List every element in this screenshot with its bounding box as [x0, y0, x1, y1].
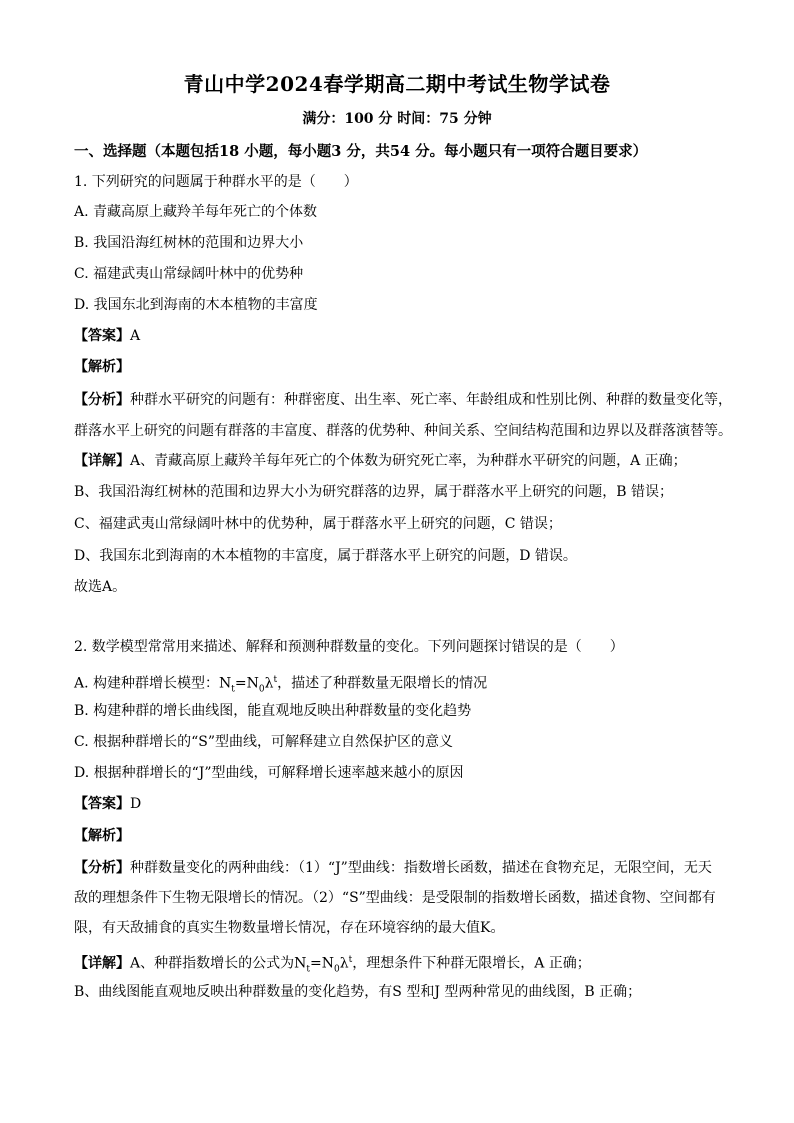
q2-option-c: C. 根据种群增长的“S”型曲线，可解释建立自然保护区的意义 — [74, 734, 454, 750]
q2-analysis-tag: 【解析】 — [74, 828, 130, 844]
q2-option-d: D. 根据种群增长的“J”型曲线，可解释增长速率越来越小的原因 — [74, 765, 464, 781]
q1-fenxi-2: 群落水平上研究的问题有群落的丰富度、群落的优势种、种间关系、空间结构范围和边界以及群落演替等。 — [74, 423, 732, 439]
section-heading: 一、选择题（本题包括18 小题，每小题3 分，共54 分。每小题只有一项符合题目要求） — [74, 143, 648, 160]
q1-option-b: B. 我国沿海红树林的范围和边界大小 — [74, 235, 304, 251]
q2-option-a: A. 构建种群增长模型：$N_t=N_0\lambda^t$，描述了种群数量无限增长的情况 — [74, 675, 488, 695]
q2-stem: 2. 数学模型常常用来描述、解释和预测种群数量的变化。下列问题探讨错误的是（ ） — [74, 639, 624, 655]
q2-detail-b: B、曲线图能直观地反映出种群数量的变化趋势，有S 型和J 型两种常见的曲线图，B 正确； — [74, 984, 642, 1000]
fenxi-tag: 【分析】 — [74, 860, 130, 876]
q1-analysis-tag: 【解析】 — [74, 359, 130, 375]
q1-option-c: C. 福建武夷山常绿阔叶林中的优势种 — [74, 266, 304, 282]
answer-tag: 【答案】 — [74, 796, 130, 812]
exam-title: 青山中学2024春学期高二期中考试生物学试卷 — [183, 72, 611, 96]
q2-detail-a: 【详解】A、种群指数增长的公式为$N_t=N_0\lambda^t$，理想条件下种群无限增长，A 正确； — [74, 955, 591, 975]
q1-detail-c: C、福建武夷山常绿阔叶林中的优势种，属于群落水平上研究的问题，C 错误； — [74, 516, 562, 532]
answer-value: A — [130, 328, 141, 344]
q1-option-a: A. 青藏高原上藏羚羊每年死亡的个体数 — [74, 204, 318, 220]
answer-value: D — [130, 796, 142, 812]
q1-answer — [74, 326, 764, 346]
fenxi-tag: 【分析】 — [74, 392, 130, 408]
q2-fenxi-2: 敌的理想条件下生物无限增长的情况。（2）“S”型曲线：是受限制的指数增长函数，描述食物、空间都有 — [74, 890, 716, 906]
q1-fenxi-1: 【分析】种群水平研究的问题有：种群密度、出生率、死亡率、年龄组成和性别比例、种群的数量变化等， — [74, 392, 732, 408]
exam-meta: 满分：100 分 时间：75 分钟 — [302, 111, 492, 127]
xiangjie-tag: 【详解】 — [74, 453, 130, 469]
q1-conclusion: 故选A。 — [74, 579, 127, 595]
q1-detail-b: B、我国沿海红树林的范围和边界大小为研究群落的边界，属于群落水平上研究的问题，B 错误； — [74, 484, 674, 500]
answer-tag: 【答案】 — [74, 328, 130, 344]
q2-answer — [74, 794, 764, 814]
q1-stem: 1. 下列研究的问题属于种群水平的是（ ） — [74, 174, 358, 190]
q1-detail-a: 【详解】A、青藏高原上藏羚羊每年死亡的个体数为研究死亡率，为种群水平研究的问题，A 正确； — [74, 453, 687, 469]
xiangjie-tag: 【详解】 — [74, 955, 130, 972]
q1-detail-d: D、我国东北到海南的木本植物的丰富度，属于群落水平上研究的问题，D 错误。 — [74, 548, 577, 564]
q2-fenxi-1: 【分析】种群数量变化的两种曲线：（1）“J”型曲线：指数增长函数，描述在食物充足，无限空间，无天 — [74, 860, 712, 876]
q2-fenxi-3: 限，有天敌捕食的真实生物数量增长情况，存在环境容纳的最大值K。 — [74, 920, 505, 936]
q1-option-d: D. 我国东北到海南的木本植物的丰富度 — [74, 297, 318, 313]
q2-option-b: B. 构建种群的增长曲线图，能直观地反映出种群数量的变化趋势 — [74, 703, 472, 719]
